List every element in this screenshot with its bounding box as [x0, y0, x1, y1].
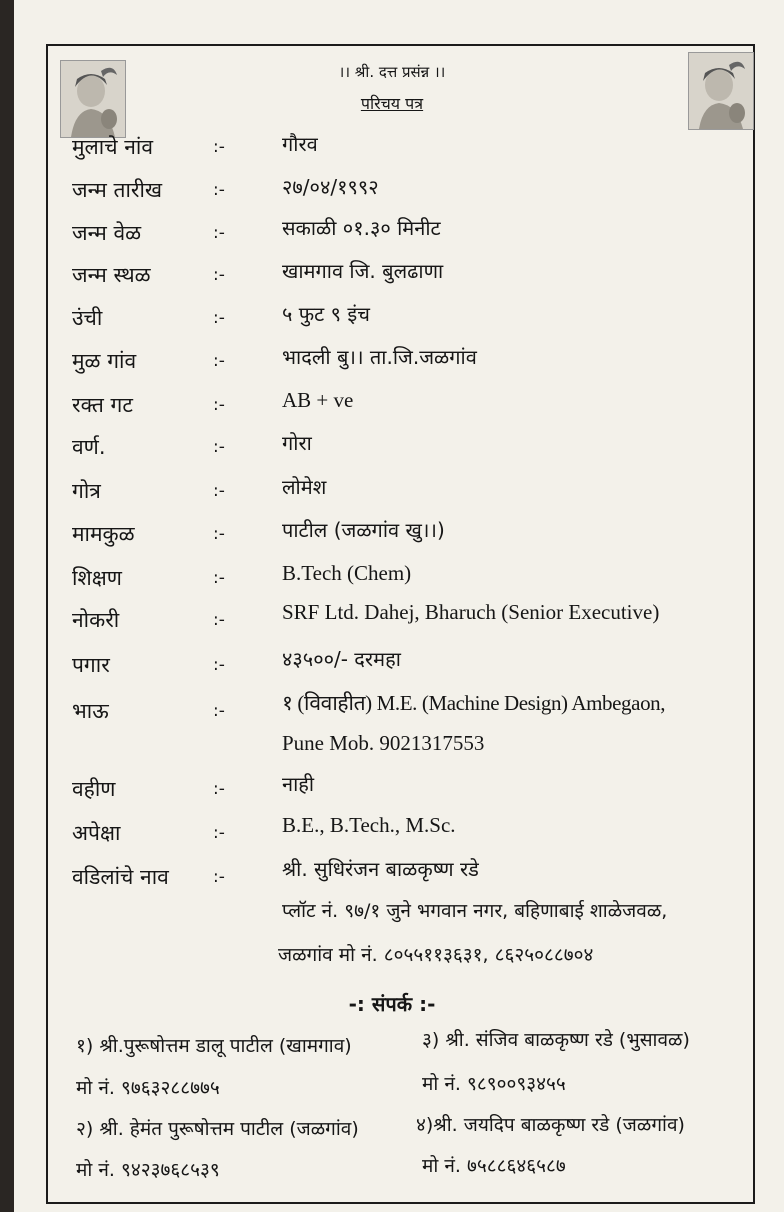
- field-label: जन्म वेळ: [72, 221, 142, 245]
- field-label: वडिलांचे नाव: [72, 865, 169, 889]
- field-value: गौरव: [282, 132, 318, 156]
- field-value: SRF Ltd. Dahej, Bharuch (Senior Executive): [282, 600, 660, 624]
- field-label: मामकुळ: [72, 522, 135, 546]
- field-separator: :-: [213, 180, 225, 200]
- field-value-continued: जळगांव मो नं. ८०५५११३६३१, ८६२५०८८७०४: [278, 944, 594, 966]
- field-separator: :-: [213, 701, 225, 721]
- field-value: पाटील (जळगांव खु।।): [282, 518, 445, 542]
- field-label: मुळ गांव: [72, 349, 137, 373]
- contact-phone: मो नं. ७५८८६४६५८७: [422, 1155, 566, 1177]
- field-value: B.E., B.Tech., M.Sc.: [282, 813, 456, 837]
- field-value: ४३५००/- दरमहा: [282, 647, 401, 671]
- field-value: १ (विवाहीत) M.E. (Machine Design) Ambegaon,: [282, 691, 666, 715]
- field-label: गोत्र: [72, 479, 101, 503]
- field-separator: :-: [213, 308, 225, 328]
- contact-phone: मो नं. ९८९००९३४५५: [422, 1073, 566, 1095]
- field-value: ५ फुट ९ इंच: [282, 302, 370, 326]
- field-separator: :-: [213, 867, 225, 887]
- field-value: भादली बु।। ता.जि.जळगांव: [282, 345, 477, 369]
- field-separator: :-: [213, 568, 225, 588]
- field-label: जन्म स्थळ: [72, 263, 151, 287]
- field-value: सकाळी ०१.३० मिनीट: [282, 216, 441, 240]
- field-value-continued: प्लॉट नं. ९७/१ जुने भगवान नगर, बहिणाबाई शाळेजवळ,: [282, 900, 668, 922]
- field-value: २७/०४/१९९२: [282, 175, 379, 199]
- field-label: जन्म तारीख: [72, 178, 163, 202]
- contact-phone: मो नं. ९४२३७६८५३९: [76, 1159, 220, 1181]
- field-label: भाऊ: [72, 699, 109, 723]
- field-value: B.Tech (Chem): [282, 561, 412, 585]
- field-separator: :-: [213, 655, 225, 675]
- field-separator: :-: [213, 437, 225, 457]
- field-value: नाही: [282, 772, 315, 796]
- field-value: खामगाव जि. बुलढाणा: [282, 259, 444, 283]
- field-separator: :-: [213, 823, 225, 843]
- field-label: शिक्षण: [72, 566, 122, 590]
- contact-heading: -: संपर्क :-: [348, 992, 436, 1016]
- field-separator: :-: [213, 779, 225, 799]
- field-label: नोकरी: [72, 608, 120, 632]
- field-label: वर्ण.: [72, 435, 106, 459]
- field-label: उंची: [72, 306, 103, 330]
- field-separator: :-: [213, 395, 225, 415]
- field-value-continued: Pune Mob. 9021317553: [282, 731, 485, 755]
- contact-name: ४)श्री. जयदिप बाळकृष्ण रडे (जळगांव): [416, 1114, 685, 1136]
- field-label: पगार: [72, 653, 110, 677]
- field-value: AB + ve: [282, 388, 354, 412]
- contact-phone: मो नं. ९७६३२८८७७५: [76, 1077, 220, 1099]
- field-separator: :-: [213, 481, 225, 501]
- field-label: अपेक्षा: [72, 821, 121, 845]
- page-title: परिचय पत्र: [360, 94, 424, 113]
- field-separator: :-: [213, 223, 225, 243]
- field-label: वहीण: [72, 777, 116, 801]
- field-value: गोरा: [282, 431, 312, 455]
- blessing-line: ।। श्री. दत्त प्रसंन्न ।।: [338, 63, 446, 81]
- field-value: लोमेश: [282, 475, 327, 499]
- field-value: श्री. सुधिरंजन बाळकृष्ण रडे: [282, 857, 479, 881]
- field-label: रक्त गट: [72, 393, 133, 417]
- field-separator: :-: [213, 524, 225, 544]
- field-separator: :-: [213, 137, 225, 157]
- contact-name: २) श्री. हेमंत पुरूषोत्तम पाटील (जळगांव): [76, 1118, 359, 1140]
- contact-name: १) श्री.पुरूषोत्तम डालू पाटील (खामगाव): [76, 1035, 352, 1057]
- field-separator: :-: [213, 351, 225, 371]
- field-label: मुलाचे नांव: [72, 135, 154, 159]
- field-separator: :-: [213, 265, 225, 285]
- field-separator: :-: [213, 610, 225, 630]
- contact-name: ३) श्री. संजिव बाळकृष्ण रडे (भुसावळ): [422, 1029, 690, 1051]
